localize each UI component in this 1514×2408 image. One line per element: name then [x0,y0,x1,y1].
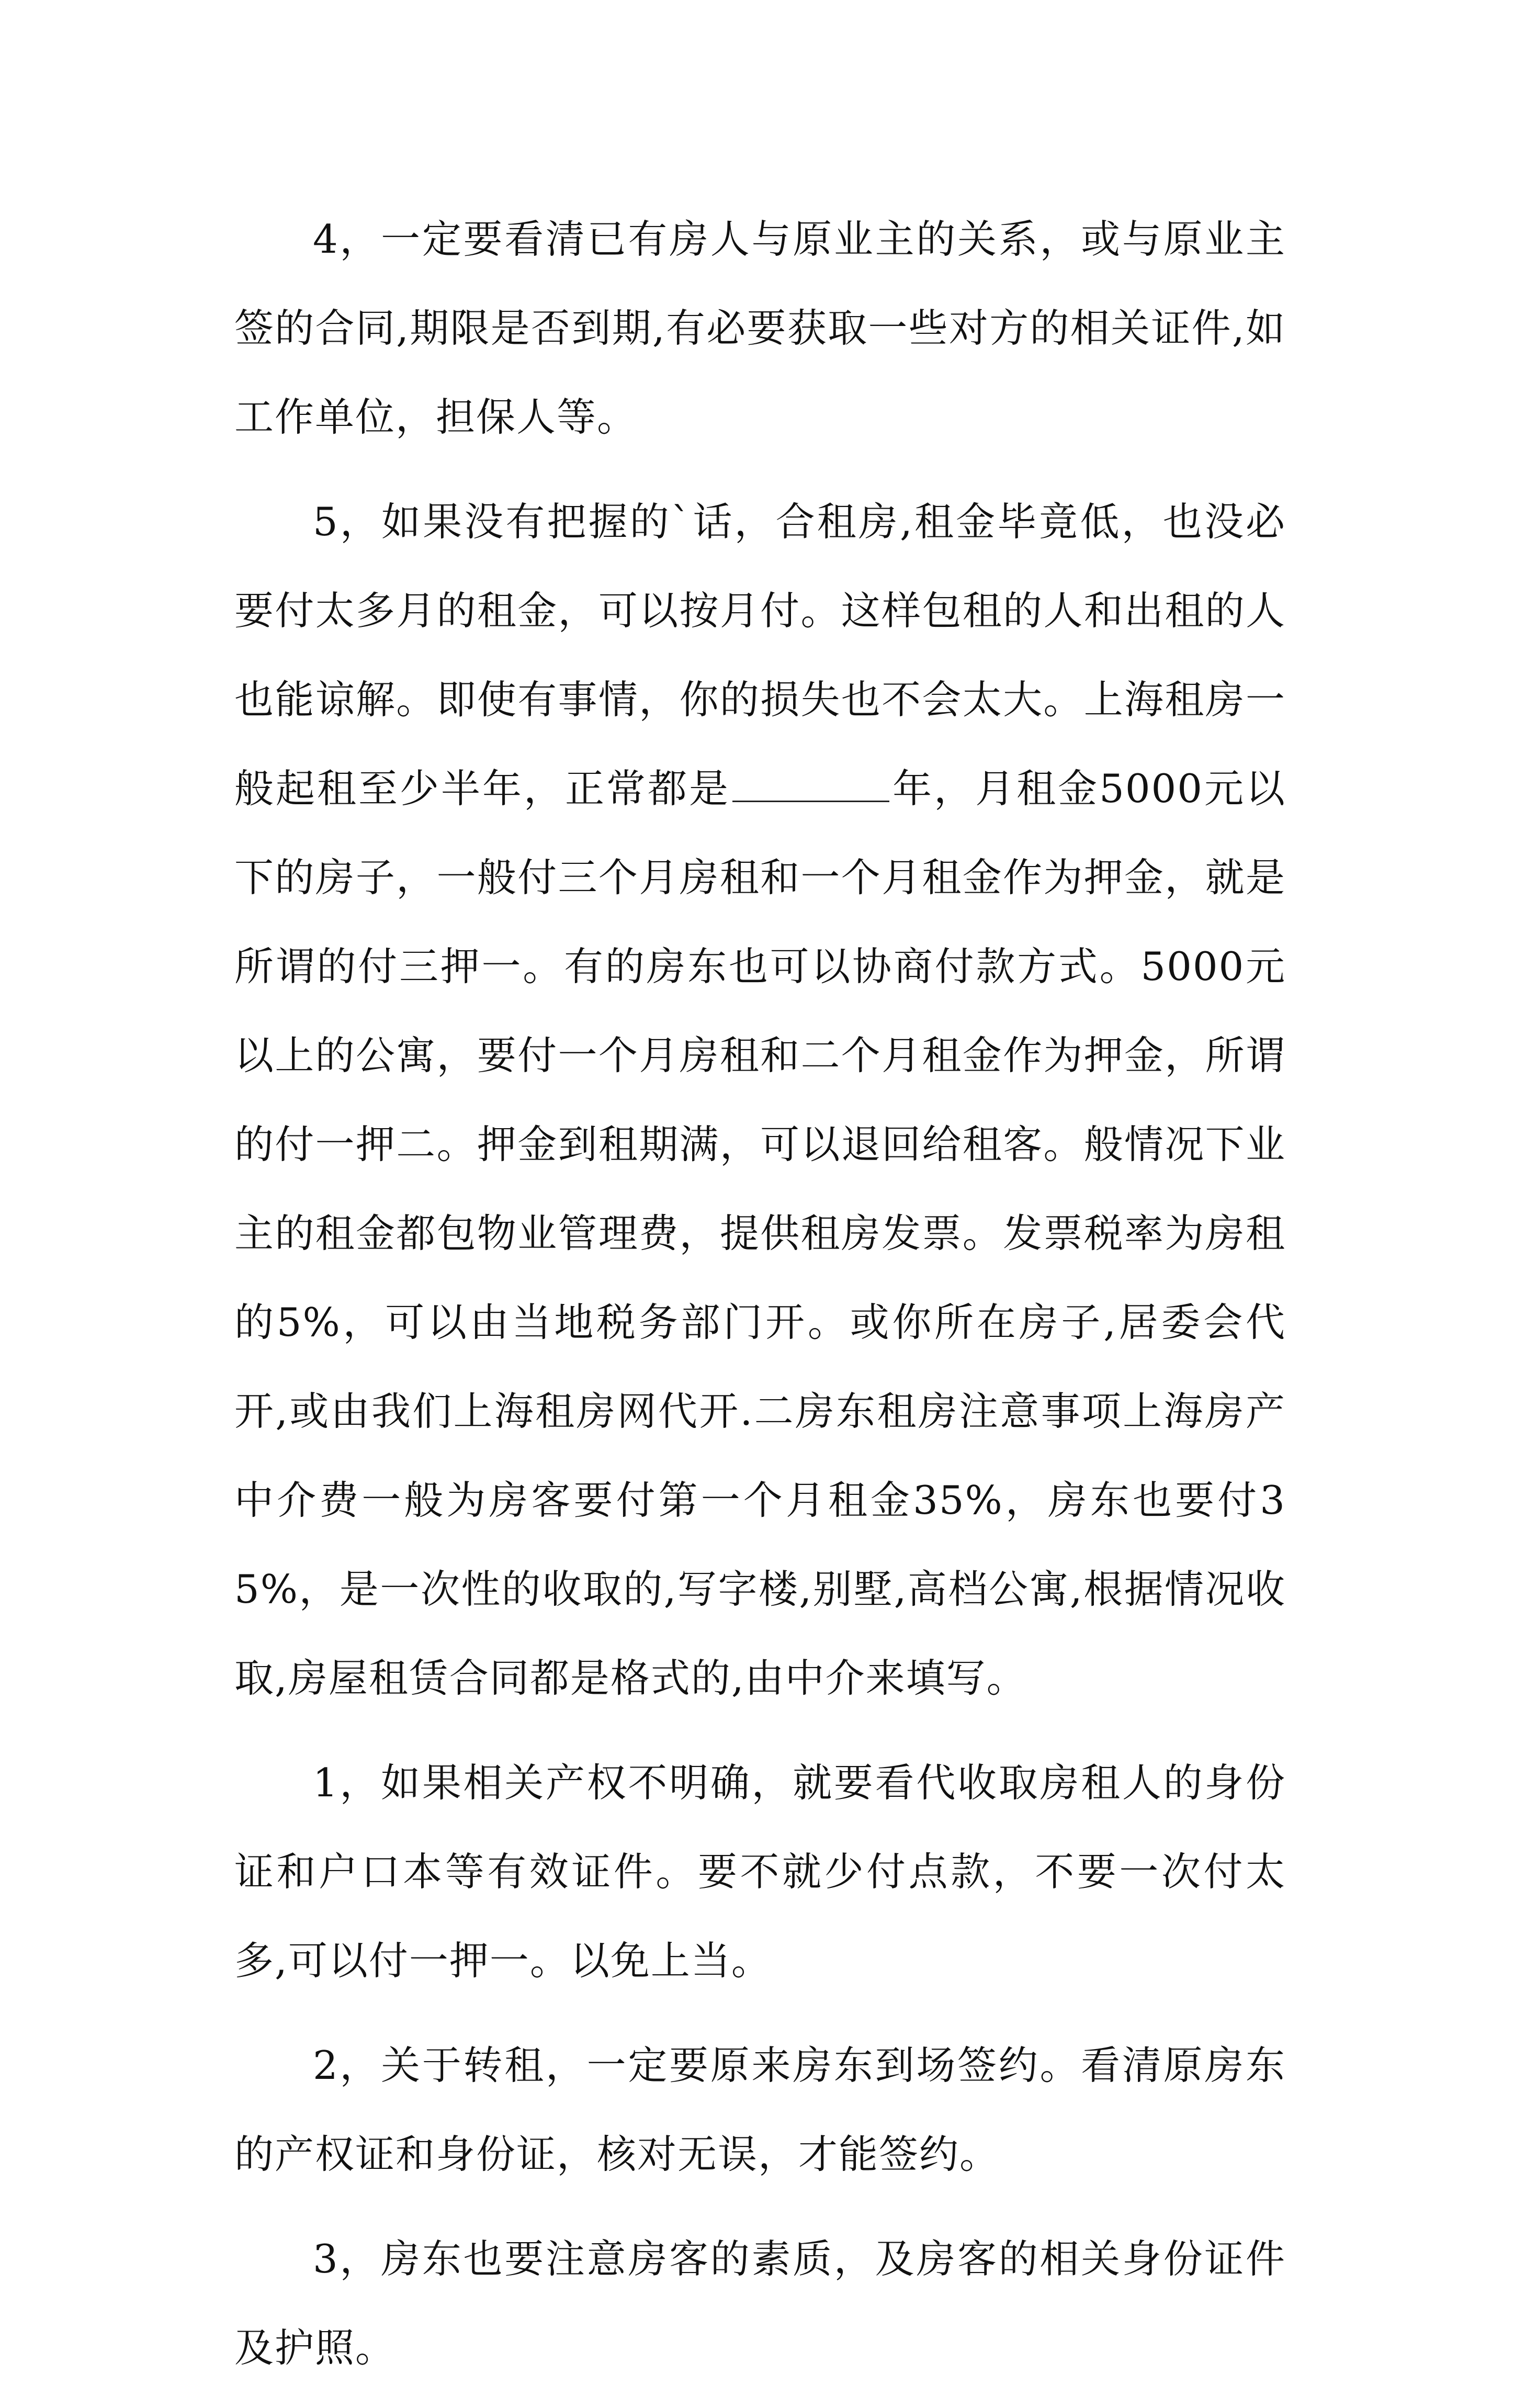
paragraph-item-4: 4，一定要看清已有房人与原业主的关系，或与原业主签的合同,期限是否到期,有必要获取一些对方的相关证件,如工作单位，担保人等。 [234,216,1286,440]
paragraph-item-2: 2，关于转租，一定要原来房东到场签约。看清原房东的产权证和身份证，核对无误，才能签约。 [234,2042,1286,2177]
fill-in-blank [732,769,889,802]
document-body [234,195,1286,2408]
paragraph-item-5-part-2: 年，月租金5000元以下的房子，一般付三个月房租和一个月租金作为押金，就是所谓的付三押一。有的房东也可以协商付款方式。5000元以上的公寓，要付一个月房租和二个月租金作为押金，所谓的付一押二。押金到租期满，可以退回给租客。般情况下业主的租金都包物业管理费，提供租房发票。发票税率为房租的5%，可以由当地税务部门开。或你所在房子,居委会代开,或由我们上海租房网代开.二房东租房注意事项上海房产中介费一般为房客要付第一个月租金35%，房东也要付35%，是一次性的收取的,写字楼,别墅,高档公寓,根据情况收取,房屋租赁合同都是格式的,由中介来填写。 [234,766,1286,1701]
paragraph-item-1: 1，如果相关产权不明确，就要看代收取房租人的身份证和户口本等有效证件。要不就少付点款，不要一次付太多,可以付一押一。以免上当。 [234,1760,1286,1984]
paragraph-item-3: 3，房东也要注意房客的素质，及房客的相关身份证件及护照。 [234,2236,1286,2371]
paragraph-item-5-part-1: 5，如果没有把握的`话，合租房,租金毕竟低，也没必要付太多月的租金，可以按月付。这样包租的人和出租的人也能谅解。即使有事情，你的损失也不会太大。上海租房一般起租至少半年，正常都是 [234,499,1286,812]
paragraph-item-5 [234,477,1286,1723]
